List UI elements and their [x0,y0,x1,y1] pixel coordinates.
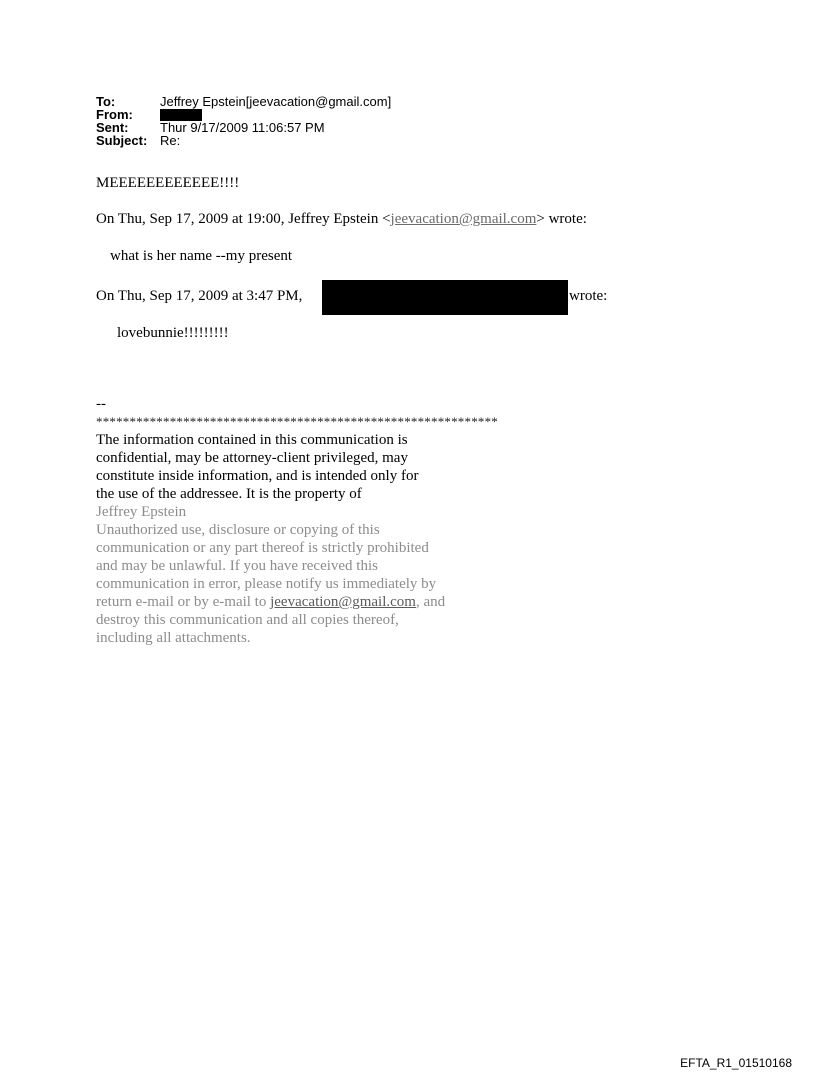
email-footer [96,395,498,647]
message-line: MEEEEEEEEEEEE!!!! [96,175,240,191]
subject-row [96,134,391,147]
disclaimer-line: destroy this communication and all copies thereof, [96,612,399,628]
to-value: Jeffrey Epstein[jeevacation@gmail.com] [160,94,392,109]
quote-header-2-suffix: wrote: [569,288,608,304]
signature-dashes: -- [96,396,106,412]
email-header [96,95,391,147]
redaction-box [322,280,568,315]
disclaimer-line: The information contained in this communication is [96,432,408,448]
disclaimer-return-line [96,593,498,611]
disclaimer-line: communication or any part thereof is strictly prohibited [96,540,429,556]
from-label: From: [96,107,133,122]
email-link[interactable]: jeevacation@gmail.com [270,594,416,610]
to-row [96,95,391,108]
disclaimer-line: including all attachments. [96,630,251,646]
disclaimer-line: the use of the addressee. It is the property of [96,486,362,502]
disclaimer-line: constitute inside information, and is intended only for [96,468,419,484]
quote-header-1-suffix: > wrote: [536,211,587,227]
document-id: EFTA_R1_01510168 [680,1056,792,1070]
quoted-message-1: what is her name --my present [110,248,293,264]
disclaimer-line: Jeffrey Epstein [96,504,187,520]
subject-value: Re: [160,133,181,148]
sent-value: Thur 9/17/2009 11:06:57 PM [160,120,325,135]
subject-label: Subject: [96,133,148,148]
stars-divider: ************************************************************ [96,414,498,429]
quote-header-1-prefix: On Thu, Sep 17, 2009 at 19:00, Jeffrey Epstein < [96,211,391,227]
quote-header-2-prefix: On Thu, Sep 17, 2009 at 3:47 PM, [96,288,303,304]
quote-header-1 [96,211,587,228]
quoted-message-2: lovebunnie!!!!!!!!! [117,325,229,341]
disclaimer-line: Unauthorized use, disclosure or copying of this [96,522,380,538]
email-link[interactable]: jeevacation@gmail.com [390,211,537,227]
to-label: To: [96,94,116,109]
disclaimer-line: confidential, may be attorney-client privileged, may [96,450,408,466]
disclaimer-line: communication in error, please notify us immediately by [96,576,437,592]
return-suffix: , and [415,594,446,610]
disclaimer-line: and may be unlawful. If you have received this [96,558,378,574]
return-prefix: return e-mail or by e-mail to [96,594,271,610]
sent-label: Sent: [96,120,129,135]
